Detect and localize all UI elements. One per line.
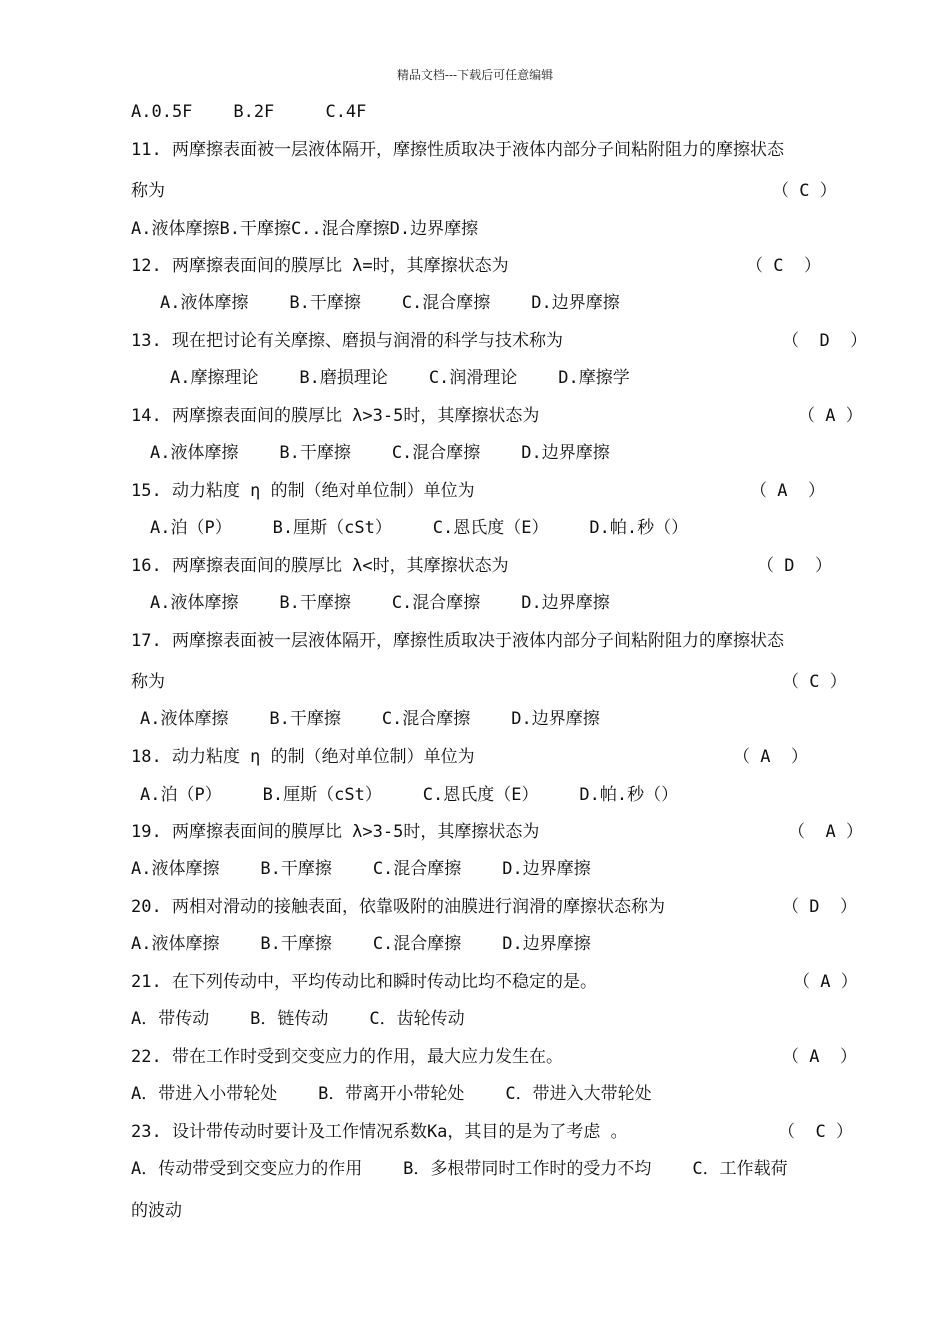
question-line: 18. 动力粘度 η 的制（绝对单位制）单位为 bbox=[131, 747, 475, 767]
question-line: 12. 两摩擦表面间的膜厚比 λ=时，其摩擦状态为 bbox=[131, 256, 509, 276]
option-line: A.液体摩擦 B.干摩擦 C.混合摩擦 D.边界摩擦 bbox=[150, 443, 610, 463]
answer-mark: （ D ） bbox=[757, 556, 832, 576]
question-line: 17. 两摩擦表面被一层液体隔开，摩擦性质取决于液体内部分子间粘附阻力的摩擦状态 bbox=[131, 631, 784, 651]
answer-mark: （ A ） bbox=[733, 747, 808, 767]
question-line-cont: 称为 bbox=[131, 181, 165, 201]
answer-mark: （ A ） bbox=[793, 972, 858, 992]
option-line: A．带传动 B．链传动 C．齿轮传动 bbox=[131, 1009, 465, 1029]
option-line: A.泊（P） B.厘斯（cSt） C.恩氏度（E） D.帕.秒（） bbox=[150, 518, 689, 538]
question-line: 22. 带在工作时受到交变应力的作用，最大应力发生在。 bbox=[131, 1047, 563, 1067]
option-line: A.液体摩擦B.干摩擦C..混合摩擦D.边界摩擦 bbox=[131, 219, 479, 239]
question-line: 13. 现在把讨论有关摩擦、磨损与润滑的科学与技术称为 bbox=[131, 331, 563, 351]
answer-mark: （ D ） bbox=[782, 331, 868, 351]
answer-mark: （ C ） bbox=[772, 181, 837, 201]
answer-mark: （ C ） bbox=[778, 1122, 853, 1142]
answer-mark: （ D ） bbox=[782, 897, 857, 917]
answer-mark: （ A ） bbox=[750, 481, 825, 501]
page-header: 精品文档---下载后可任意编辑 bbox=[396, 68, 554, 82]
question-line: 21. 在下列传动中，平均传动比和瞬时传动比均不稳定的是。 bbox=[131, 972, 597, 992]
option-line: A.液体摩擦 B.干摩擦 C.混合摩擦 D.边界摩擦 bbox=[140, 709, 600, 729]
option-line: A.液体摩擦 B.干摩擦 C.混合摩擦 D.边界摩擦 bbox=[150, 593, 610, 613]
answer-mark: （ A ） bbox=[788, 822, 863, 842]
answer-mark: （ A ） bbox=[782, 1047, 857, 1067]
option-line: A.泊（P） B.厘斯（cSt） C.恩氏度（E） D.帕.秒（） bbox=[140, 785, 679, 805]
question-line: 23. 设计带传动时要计及工作情况系数Ka，其目的是为了考虑 。 bbox=[131, 1122, 628, 1142]
question-line: 14. 两摩擦表面间的膜厚比 λ>3-5时，其摩擦状态为 bbox=[131, 406, 540, 426]
option-line-cont: 的波动 bbox=[131, 1201, 182, 1221]
answer-mark: （ C ） bbox=[746, 256, 821, 276]
answer-mark: （ C ） bbox=[782, 672, 847, 692]
answer-mark: （ A ） bbox=[798, 406, 863, 426]
question-line: 19. 两摩擦表面间的膜厚比 λ>3-5时，其摩擦状态为 bbox=[131, 822, 540, 842]
option-line: A.液体摩擦 B.干摩擦 C.混合摩擦 D.边界摩擦 bbox=[131, 934, 591, 954]
option-line: A．带进入小带轮处 B．带离开小带轮处 C．带进入大带轮处 bbox=[131, 1084, 652, 1104]
option-line: A．传动带受到交变应力的作用 B．多根带同时工作时的受力不均 C．工作载荷 bbox=[131, 1159, 788, 1179]
option-line: A.摩擦理论 B.磨损理论 C.润滑理论 D.摩擦学 bbox=[170, 368, 630, 388]
option-line: A.液体摩擦 B.干摩擦 C.混合摩擦 D.边界摩擦 bbox=[160, 293, 620, 313]
question-line: 20. 两相对滑动的接触表面，依靠吸附的油膜进行润滑的摩擦状态称为 bbox=[131, 897, 665, 917]
question-line-cont: 称为 bbox=[131, 672, 165, 692]
option-line: A.0.5F B.2F C.4F bbox=[131, 102, 367, 122]
question-line: 15. 动力粘度 η 的制（绝对单位制）单位为 bbox=[131, 481, 475, 501]
question-line: 11. 两摩擦表面被一层液体隔开，摩擦性质取决于液体内部分子间粘附阻力的摩擦状态 bbox=[131, 140, 784, 160]
question-line: 16. 两摩擦表面间的膜厚比 λ<时，其摩擦状态为 bbox=[131, 556, 509, 576]
option-line: A.液体摩擦 B.干摩擦 C.混合摩擦 D.边界摩擦 bbox=[131, 859, 591, 879]
